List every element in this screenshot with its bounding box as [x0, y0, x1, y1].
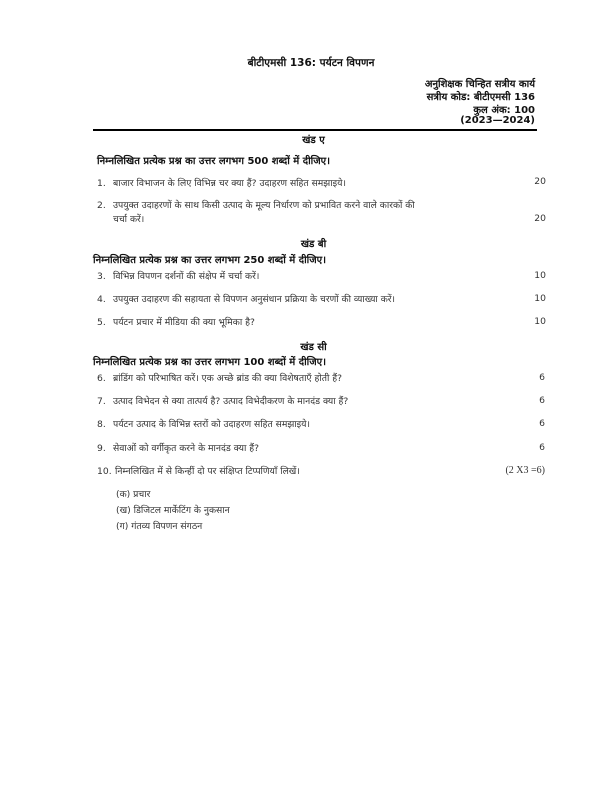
question-text: सेवाओं को वर्गीकृत करने के मानदंड क्या हैं?	[113, 443, 260, 454]
question-10	[97, 464, 300, 477]
question-text: निम्नलिखित में से किन्हीं दो पर संक्षिप्त टिप्पणियाँ लिखें।	[115, 466, 300, 477]
question-5-marks: 10	[534, 316, 546, 327]
section-a-title: खंड ए	[302, 135, 325, 146]
question-text: बाजार विभाजन के लिए विभिन्न चर क्या हैं? उदाहरण सहित समझाइये।	[113, 178, 346, 189]
question-9-marks: 6	[539, 442, 545, 453]
question-8	[97, 417, 310, 430]
question-number: 2.	[97, 200, 106, 211]
question-text: उपयुक्त उदाहरणों के साथ किसी उत्पाद के मूल्य निर्धारण को प्रभावित करने वाले कारकों की	[113, 200, 415, 211]
question-8-marks: 6	[539, 418, 545, 429]
question-6	[97, 371, 342, 384]
question-3	[97, 269, 259, 282]
assignment-code: सत्रीय कोड: बीटीएमसी 136	[426, 92, 535, 103]
question-2-continued: चर्चा करें।	[113, 214, 145, 225]
question-3-marks: 10	[534, 270, 546, 281]
question-text: पर्यटन उत्पाद के विभिन्न स्तरों को उदाहरण सहित समझाइये।	[113, 419, 310, 430]
question-7-marks: 6	[539, 395, 545, 406]
question-2-marks: 20	[534, 213, 546, 224]
sub-item-ga: (ग) गंतव्य विपणन संगठन	[116, 521, 203, 532]
question-number: 9.	[97, 443, 106, 454]
question-text: ब्रांडिंग को परिभाषित करें। एक अच्छे ब्रांड की क्या विशेषताएँ होती हैं?	[113, 373, 343, 384]
question-1-marks: 20	[534, 176, 546, 187]
section-b-title: खंड बी	[300, 239, 327, 250]
sub-item-ka: (क) प्रचार	[116, 489, 151, 500]
sub-item-kha: (ख) डिजिटल मार्केटिंग के नुकसान	[116, 505, 230, 516]
question-number: 7.	[97, 396, 106, 407]
question-6-marks: 6	[539, 372, 545, 383]
question-text: विभिन्न विपणन दर्शनों की संक्षेप में चर्चा करें।	[113, 271, 260, 282]
question-9	[97, 441, 259, 454]
question-text: पर्यटन प्रचार में मीडिया की क्या भूमिका है?	[113, 317, 255, 328]
question-5	[97, 315, 255, 328]
section-c-instruction: निम्नलिखित प्रत्येक प्रश्न का उत्तर लगभग 100 शब्दों में दीजिए।	[93, 357, 326, 368]
section-a-instruction: निम्नलिखित प्रत्येक प्रश्न का उत्तर लगभग 500 शब्दों में दीजिए।	[97, 156, 330, 167]
section-c-title: खंड सी	[300, 342, 327, 353]
question-text: उपयुक्त उदाहरण की सहायता से विपणन अनुसंधान प्रक्रिया के चरणों की व्याख्या करें।	[113, 294, 396, 305]
question-number: 5.	[97, 317, 106, 328]
section-b-instruction: निम्नलिखित प्रत्येक प्रश्न का उत्तर लगभग 250 शब्दों में दीजिए।	[93, 255, 326, 266]
question-7	[97, 394, 348, 407]
question-number: 4.	[97, 294, 106, 305]
document-title: बीटीएमसी 136: पर्यटन विपणन	[247, 57, 375, 69]
question-number: 8.	[97, 419, 106, 430]
question-4-marks: 10	[534, 293, 546, 304]
total-marks: कुल अंक: 100	[473, 105, 535, 116]
question-number: 1.	[97, 178, 106, 189]
question-2	[97, 198, 415, 211]
assignment-type: अनुशिक्षक चिन्हित सत्रीय कार्य	[424, 79, 535, 90]
question-number: 10.	[97, 466, 112, 477]
question-number: 3.	[97, 271, 106, 282]
question-1	[97, 176, 346, 189]
header-divider	[93, 129, 537, 131]
question-number: 6.	[97, 373, 106, 384]
session-year: (2023—2024)	[460, 115, 535, 126]
question-10-marks: (2 X3 =6)	[505, 465, 545, 476]
question-4	[97, 292, 395, 305]
question-text: उत्पाद विभेदन से क्या तात्पर्य है? उत्पाद विभेदीकरण के मानदंड क्या हैं?	[113, 396, 349, 407]
